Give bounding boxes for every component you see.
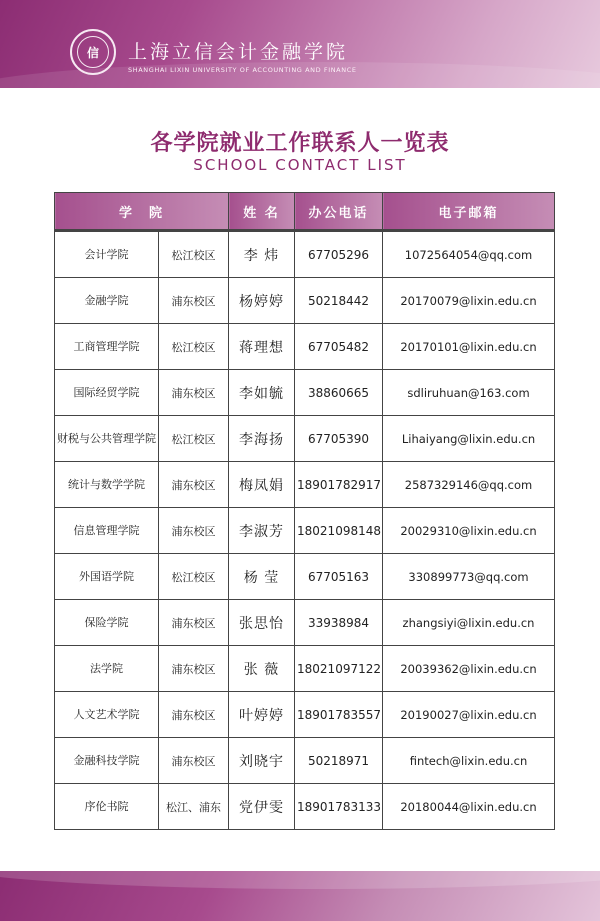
table-row xyxy=(55,370,555,416)
cell-name: 李如毓 xyxy=(229,370,295,416)
cell-email: 20180044@lixin.edu.cn xyxy=(383,784,555,830)
cell-name: 张思怡 xyxy=(229,600,295,646)
header-banner xyxy=(0,0,600,88)
cell-email: 20170079@lixin.edu.cn xyxy=(383,278,555,324)
cell-college: 信息管理学院 xyxy=(55,508,159,554)
cell-college: 统计与数学学院 xyxy=(55,462,159,508)
cell-college: 财税与公共管理学院 xyxy=(55,416,159,462)
cell-phone: 18901782917 xyxy=(295,462,383,508)
table-row xyxy=(55,646,555,692)
cell-email: 330899773@qq.com xyxy=(383,554,555,600)
cell-email: 20170101@lixin.edu.cn xyxy=(383,324,555,370)
table-row xyxy=(55,784,555,830)
cell-college: 金融科技学院 xyxy=(55,738,159,784)
cell-phone: 18901783133 xyxy=(295,784,383,830)
seal-text: 信 xyxy=(86,45,99,60)
table-row xyxy=(55,462,555,508)
header-name: 姓 名 xyxy=(229,193,295,231)
table-row xyxy=(55,600,555,646)
cell-phone: 38860665 xyxy=(295,370,383,416)
header-phone: 办公电话 xyxy=(295,193,383,231)
cell-phone: 50218442 xyxy=(295,278,383,324)
table-row xyxy=(55,416,555,462)
cell-college: 会计学院 xyxy=(55,231,159,278)
cell-email: Lihaiyang@lixin.edu.cn xyxy=(383,416,555,462)
seal-inner xyxy=(77,36,109,68)
footer-swoosh xyxy=(0,871,600,889)
cell-campus: 松江校区 xyxy=(159,554,229,600)
cell-college: 金融学院 xyxy=(55,278,159,324)
cell-name: 李淑芳 xyxy=(229,508,295,554)
cell-phone: 67705390 xyxy=(295,416,383,462)
cell-email: 20039362@lixin.edu.cn xyxy=(383,646,555,692)
cell-college: 国际经贸学院 xyxy=(55,370,159,416)
cell-name: 张 薇 xyxy=(229,646,295,692)
cell-name: 李 炜 xyxy=(229,231,295,278)
cell-campus: 浦东校区 xyxy=(159,370,229,416)
cell-phone: 18021097122 xyxy=(295,646,383,692)
cell-phone: 50218971 xyxy=(295,738,383,784)
cell-email: 20190027@lixin.edu.cn xyxy=(383,692,555,738)
cell-email: zhangsiyi@lixin.edu.cn xyxy=(383,600,555,646)
table-header-row xyxy=(55,193,555,231)
cell-name: 叶婷婷 xyxy=(229,692,295,738)
cell-phone: 67705296 xyxy=(295,231,383,278)
school-name-en: SHANGHAI LIXIN UNIVERSITY OF ACCOUNTING AND FINANCE xyxy=(128,66,357,74)
cell-campus: 浦东校区 xyxy=(159,508,229,554)
table-row xyxy=(55,324,555,370)
cell-college: 序伦书院 xyxy=(55,784,159,830)
cell-email: 2587329146@qq.com xyxy=(383,462,555,508)
cell-campus: 松江、浦东 xyxy=(159,784,229,830)
cell-campus: 浦东校区 xyxy=(159,600,229,646)
cell-phone: 18901783557 xyxy=(295,692,383,738)
cell-campus: 浦东校区 xyxy=(159,462,229,508)
cell-campus: 浦东校区 xyxy=(159,278,229,324)
school-name-cn: 上海立信会计金融学院 xyxy=(128,41,349,63)
cell-name: 党伊雯 xyxy=(229,784,295,830)
table-body xyxy=(55,231,555,830)
university-seal-icon xyxy=(70,29,116,75)
cell-phone: 18021098148 xyxy=(295,508,383,554)
cell-name: 杨婷婷 xyxy=(229,278,295,324)
cell-campus: 松江校区 xyxy=(159,231,229,278)
table-row xyxy=(55,231,555,278)
cell-email: sdliruhuan@163.com xyxy=(383,370,555,416)
cell-college: 法学院 xyxy=(55,646,159,692)
contact-table xyxy=(54,192,555,830)
cell-email: 1072564054@qq.com xyxy=(383,231,555,278)
cell-college: 人文艺术学院 xyxy=(55,692,159,738)
cell-phone: 67705163 xyxy=(295,554,383,600)
cell-campus: 浦东校区 xyxy=(159,738,229,784)
cell-college: 保险学院 xyxy=(55,600,159,646)
cell-campus: 浦东校区 xyxy=(159,692,229,738)
cell-name: 梅凤娟 xyxy=(229,462,295,508)
header-college: 学 院 xyxy=(55,193,229,231)
cell-campus: 松江校区 xyxy=(159,416,229,462)
table-row xyxy=(55,554,555,600)
table-row xyxy=(55,508,555,554)
cell-phone: 67705482 xyxy=(295,324,383,370)
cell-name: 刘晓宇 xyxy=(229,738,295,784)
page-title: 各学院就业工作联系人一览表 xyxy=(150,130,450,156)
table-row xyxy=(55,738,555,784)
cell-name: 蒋理想 xyxy=(229,324,295,370)
table-row xyxy=(55,692,555,738)
cell-phone: 33938984 xyxy=(295,600,383,646)
cell-name: 杨 莹 xyxy=(229,554,295,600)
page-subtitle: SCHOOL CONTACT LIST xyxy=(193,156,407,174)
header-email: 电子邮箱 xyxy=(383,193,555,231)
cell-email: 20029310@lixin.edu.cn xyxy=(383,508,555,554)
cell-email: fintech@lixin.edu.cn xyxy=(383,738,555,784)
cell-college: 外国语学院 xyxy=(55,554,159,600)
cell-name: 李海扬 xyxy=(229,416,295,462)
footer-banner xyxy=(0,871,600,921)
cell-campus: 松江校区 xyxy=(159,324,229,370)
cell-campus: 浦东校区 xyxy=(159,646,229,692)
cell-college: 工商管理学院 xyxy=(55,324,159,370)
table-row xyxy=(55,278,555,324)
